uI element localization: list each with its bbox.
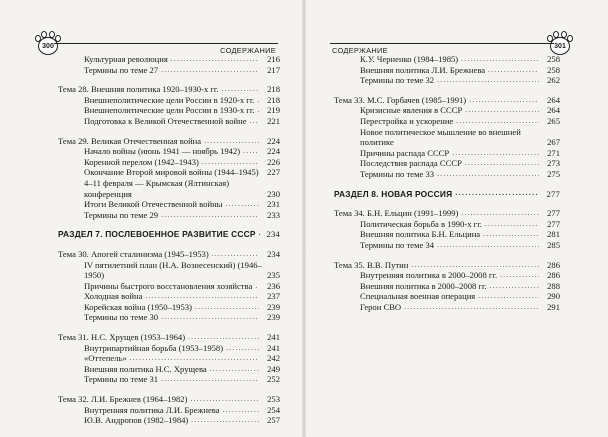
entry-title: Термины по теме 31 (84, 374, 159, 385)
entry-page-number: 234 (266, 229, 280, 240)
entry-page-number: 286 (547, 270, 560, 281)
header-rule (330, 43, 554, 44)
dot-leader (461, 208, 539, 219)
entry-title: Новое политическое мышление во внешней политике (360, 126, 521, 148)
dot-leader (455, 189, 539, 200)
toc-entry (58, 65, 280, 76)
dot-leader (258, 95, 259, 106)
page-number: 301 (550, 37, 570, 55)
entry-title: Итоги Великой Отечественной войны (84, 199, 223, 210)
entry-title: Внешняя политика Н.С. Хрущева (84, 363, 207, 374)
dot-leader (190, 394, 259, 405)
entry-title: Специальная военная операция (360, 291, 476, 302)
entry-title: Политическая борьба в 1990-х гг. (360, 218, 482, 229)
entry-page-number: 271 (547, 147, 560, 158)
toc-topic (58, 84, 280, 95)
dot-leader (188, 332, 259, 343)
entry-page-number: 231 (267, 199, 280, 210)
toc-entry (58, 54, 280, 65)
spacer (334, 180, 560, 189)
entry-title: Внутренняя политика Л.И. Брежнева (84, 404, 220, 415)
entry-title: РАЗДЕЛ 8. НОВАЯ РОССИЯ (334, 188, 453, 199)
dot-leader (483, 229, 539, 240)
dot-leader (469, 95, 539, 106)
entry-page-number: 218 (267, 84, 280, 95)
entry-page-number: 241 (267, 332, 280, 343)
toc-topic (58, 394, 280, 405)
dot-leader (161, 312, 259, 323)
toc-entry (58, 178, 280, 199)
dot-leader (250, 116, 259, 127)
dot-leader (130, 353, 259, 364)
toc-topic (58, 249, 280, 260)
entry-title: Ю.В. Андропов (1982–1984) (84, 415, 189, 426)
toc-topic (58, 136, 280, 147)
dot-leader (411, 260, 539, 271)
spacer (334, 86, 560, 95)
entry-title: Корейская война (1950–1953) (84, 301, 192, 312)
entry-page-number: 219 (267, 105, 280, 116)
toc-section (334, 189, 560, 200)
entry-page-number: 258 (547, 54, 560, 64)
entry-page-number: 254 (267, 404, 280, 415)
toc-entry (58, 116, 280, 127)
entry-page-number: 275 (547, 168, 560, 179)
entry-title: Начало войны (июнь 1941 — ноябрь 1942) (84, 146, 241, 157)
toc-topic (334, 208, 560, 219)
toc-entry (58, 415, 280, 426)
entry-title: Культурная революция (84, 54, 168, 64)
entry-page-number: 258 (547, 64, 560, 75)
toc-entry (58, 146, 280, 157)
toc-entry (334, 105, 560, 116)
toc-list (58, 54, 280, 426)
dot-leader (225, 199, 259, 210)
toc-entry (58, 199, 280, 210)
entry-page-number: 237 (267, 291, 280, 302)
dot-leader (222, 84, 259, 95)
dot-leader (490, 281, 539, 292)
toc-entry (334, 219, 560, 230)
dot-leader (243, 146, 259, 157)
entry-title: Термины по теме 32 (360, 75, 435, 86)
dot-leader (202, 157, 259, 168)
entry-page-number: 264 (547, 94, 560, 105)
toc-entry (334, 229, 560, 240)
dot-leader (204, 136, 259, 147)
entry-page-number: 218 (267, 94, 280, 105)
toc-topic (58, 332, 280, 343)
entry-page-number: 226 (267, 156, 280, 167)
spacer (334, 199, 560, 208)
dot-leader (500, 270, 539, 281)
dot-leader (226, 343, 259, 354)
toc-entry (58, 95, 280, 106)
spacer (334, 251, 560, 260)
entry-title: Внешнеполитические цели России в 1930-х гг. (84, 105, 255, 116)
entry-title: IV пятилетний план (Н.А. Вознесенский) (1946–1950) (84, 259, 262, 281)
entry-page-number: 224 (267, 135, 280, 146)
dot-leader (258, 105, 259, 116)
entry-title: Внешняя политика в 2000–2008 гг. (360, 280, 487, 291)
toc-section (58, 229, 280, 240)
entry-page-number: 291 (547, 301, 560, 312)
entry-page-number: 216 (267, 54, 280, 64)
entry-title: РАЗДЕЛ 7. ПОСЛЕВОЕННОЕ РАЗВИТИЕ СССР (58, 229, 256, 240)
toc-entry (58, 405, 280, 416)
dot-leader (461, 54, 539, 65)
dot-leader (191, 415, 259, 426)
dot-leader (212, 249, 259, 260)
entry-page-number: 253 (267, 394, 280, 405)
toc-entry (58, 291, 280, 302)
toc-entry (334, 291, 560, 302)
entry-page-number: 286 (547, 259, 560, 270)
entry-title: Термины по теме 29 (84, 209, 159, 220)
entry-page-number: 285 (547, 239, 560, 250)
spacer (58, 127, 280, 136)
spacer (58, 323, 280, 332)
entry-page-number: 224 (267, 146, 280, 157)
toc-entry (58, 374, 280, 385)
entry-title: Коренной перелом (1942–1943) (84, 156, 199, 167)
toc-topic (334, 260, 560, 271)
entry-page-number: 252 (267, 374, 280, 385)
entry-page-number: 239 (267, 301, 280, 312)
toc-entry (58, 364, 280, 375)
entry-page-number: 230 (267, 188, 280, 199)
entry-page-number: 262 (547, 75, 560, 86)
entry-page-number: 257 (267, 415, 280, 426)
dot-leader (452, 148, 539, 159)
toc-entry (334, 281, 560, 292)
toc-entry (58, 210, 280, 221)
dot-leader (161, 210, 259, 221)
toc-entry (58, 353, 280, 364)
entry-page-number: 273 (547, 158, 560, 169)
entry-title: Тема 34. Б.Н. Ельцин (1991–1999) (334, 208, 459, 219)
entry-title: Термины по теме 34 (360, 239, 435, 250)
entry-page-number: 236 (267, 280, 280, 291)
dot-leader (437, 75, 539, 86)
entry-page-number: 235 (267, 270, 280, 281)
dot-leader (195, 302, 259, 313)
entry-page-number: 277 (547, 218, 560, 229)
entry-title: Перестройка и ускорение (360, 115, 454, 126)
entry-title: Внешняя политика Б.Н. Ельцина (360, 229, 481, 240)
toc-entry (58, 167, 280, 178)
dot-leader (171, 54, 259, 65)
entry-title: К.У. Черненко (1984–1985) (360, 54, 459, 64)
toc-entry (334, 116, 560, 127)
dot-leader (210, 364, 259, 375)
entry-title: Внешнеполитические цели России в 1920-х гг. (84, 94, 255, 105)
entry-page-number: 242 (267, 353, 280, 364)
header-rule (54, 43, 278, 44)
entry-page-number: 234 (267, 248, 280, 259)
toc-entry (58, 260, 280, 281)
entry-page-number: 239 (267, 312, 280, 323)
entry-page-number: 249 (267, 363, 280, 374)
entry-title: 4–11 февраля — Крымская (Ялтинская) конференция (84, 177, 230, 199)
entry-title: «Оттепель» (84, 353, 127, 364)
entry-title: Тема 29. Великая Отечественная война (58, 135, 202, 146)
toc-entry (334, 54, 560, 65)
toc-entry (334, 127, 560, 148)
dot-leader (465, 105, 539, 116)
page-number: 300 (38, 37, 58, 55)
entry-page-number: 264 (547, 105, 560, 116)
entry-title: Термины по теме 27 (84, 64, 159, 75)
entry-title: Термины по теме 30 (84, 312, 159, 323)
entry-title: Окончание Второй мировой войны (1944–1945) (84, 167, 259, 178)
entry-title: Причины быстрого восстановления хозяйства (84, 280, 253, 291)
entry-page-number: 241 (267, 342, 280, 353)
running-head: СОДЕРЖАНИЕ (332, 46, 388, 55)
entry-page-number: 277 (547, 208, 560, 219)
toc-entry (58, 312, 280, 323)
entry-title: Холодная война (84, 291, 143, 302)
entry-title: Герои СВО (360, 301, 402, 312)
entry-page-number: 267 (547, 137, 560, 148)
dot-leader (223, 405, 259, 416)
entry-page-number: 290 (547, 291, 560, 302)
entry-title: Тема 33. М.С. Горбачев (1985–1991) (334, 94, 467, 105)
entry-title: Термины по теме 33 (360, 168, 435, 179)
toc-entry (334, 240, 560, 251)
running-head: СОДЕРЖАНИЕ (220, 46, 276, 55)
entry-page-number: 288 (547, 280, 560, 291)
toc-entry (58, 343, 280, 354)
spacer (58, 220, 280, 229)
entry-page-number: 277 (546, 188, 560, 199)
dot-leader (478, 291, 539, 302)
dot-leader (456, 116, 539, 127)
entry-title: Тема 31. Н.С. Хрущев (1953–1964) (58, 332, 186, 343)
entry-title: Внешняя политика Л.И. Брежнева (360, 64, 486, 75)
toc-entry (334, 270, 560, 281)
toc-entry (58, 105, 280, 116)
entry-title: Внутрипартийная борьба (1953–1958) (84, 342, 224, 353)
toc-entry (334, 65, 560, 76)
spacer (58, 385, 280, 394)
toc-list (334, 54, 560, 312)
entry-page-number: 233 (267, 209, 280, 220)
entry-page-number: 221 (267, 115, 280, 126)
dot-leader (465, 158, 539, 169)
dot-leader (437, 169, 539, 180)
right-page (304, 0, 608, 437)
entry-page-number: 217 (267, 64, 280, 75)
toc-entry (334, 148, 560, 159)
toc-entry (334, 75, 560, 86)
dot-leader (161, 374, 259, 385)
entry-title: Тема 32. Л.И. Брежнев (1964–1982) (58, 394, 188, 405)
entry-title: Кризисные явления в СССР (360, 105, 463, 116)
toc-entry (58, 281, 280, 292)
entry-title: Причины распада СССР (360, 147, 450, 158)
entry-title: Последствия распада СССР (360, 158, 462, 169)
entry-title: Тема 30. Апогей сталинизма (1945–1953) (58, 248, 209, 259)
entry-title: Тема 28. Внешняя политика 1920–1930-х гг. (58, 84, 219, 95)
dot-leader (255, 281, 259, 292)
toc-entry (334, 302, 560, 313)
entry-page-number: 265 (547, 115, 560, 126)
toc-entry (334, 169, 560, 180)
entry-title: Внутренняя политика в 2000–2008 гг. (360, 270, 498, 281)
dot-leader (145, 291, 259, 302)
dot-leader (485, 219, 539, 230)
dot-leader (161, 65, 259, 76)
toc-entry (58, 157, 280, 168)
entry-page-number: 281 (547, 229, 560, 240)
toc-entry (58, 302, 280, 313)
dot-leader (488, 65, 539, 76)
entry-title: Подготовка к Великой Отечественной войне (84, 115, 247, 126)
spacer (58, 75, 280, 84)
toc-topic (334, 95, 560, 106)
toc-entry (334, 158, 560, 169)
dot-leader (404, 302, 539, 313)
entry-title: Тема 35. В.В. Путин (334, 259, 409, 270)
entry-page-number: 227 (267, 167, 280, 178)
spacer (58, 240, 280, 249)
dot-leader (437, 240, 539, 251)
